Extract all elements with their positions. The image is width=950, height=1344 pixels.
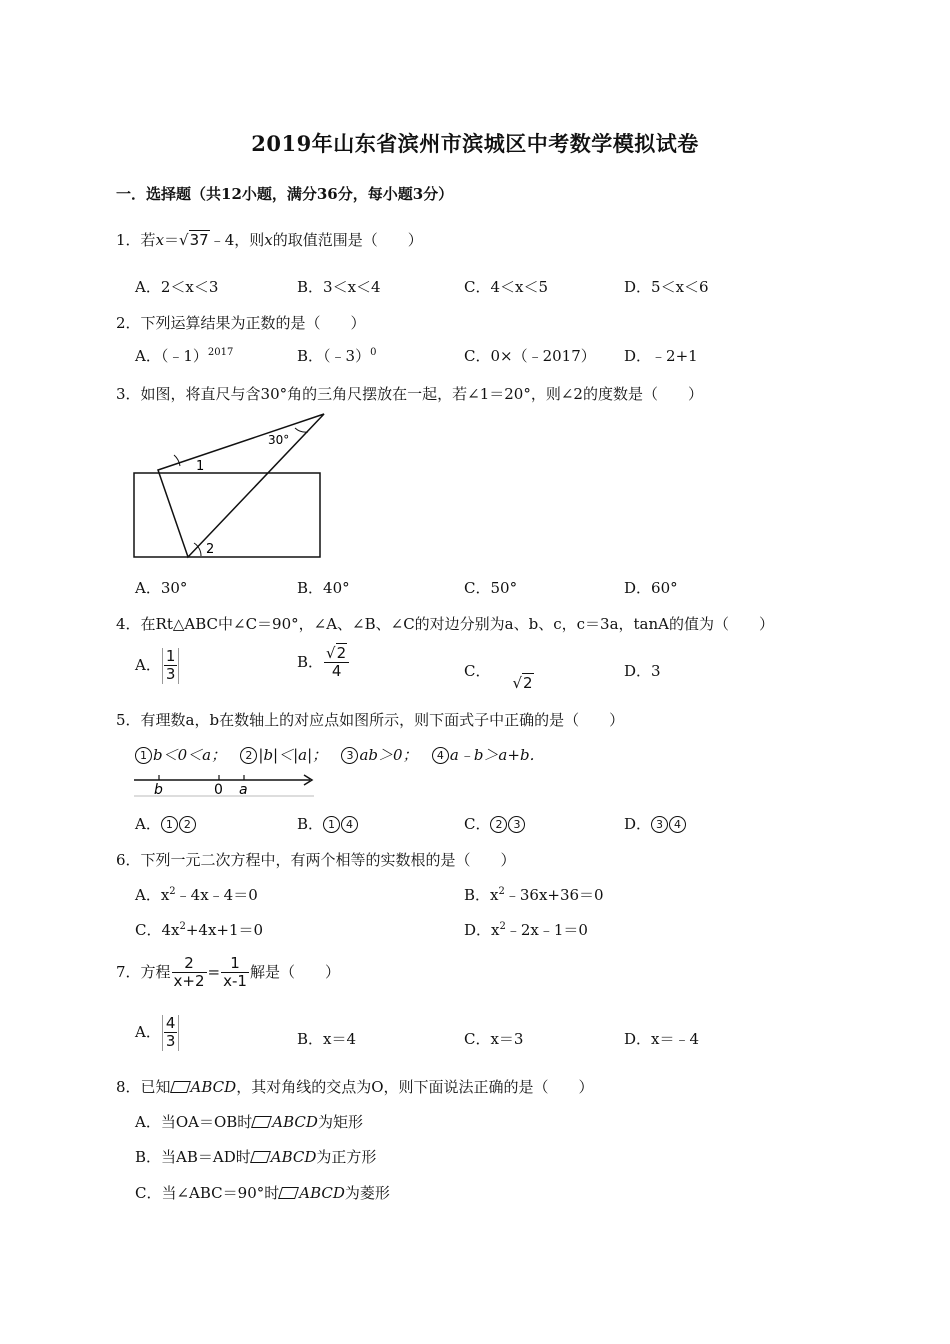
circled-number: 1 bbox=[161, 816, 178, 833]
option-label: C． bbox=[464, 815, 491, 833]
triangle bbox=[158, 414, 324, 557]
denominator: 3 bbox=[165, 1032, 176, 1051]
denominator: 3 bbox=[165, 665, 176, 684]
option-c[interactable]: C．4＜x＜5 bbox=[464, 278, 549, 296]
question-3: 3．如图，将直尺与含30°角的三角尺摆放在一起，若∠1＝20°，则∠2的度数是（ ） bbox=[116, 385, 703, 403]
q1-text: 若 bbox=[140, 231, 156, 249]
option-a[interactable]: A．2＜x＜3 bbox=[135, 278, 219, 296]
sqrt-symbol: √ bbox=[512, 674, 523, 692]
angle-1-label: 1 bbox=[196, 459, 205, 474]
circled-number: 2 bbox=[240, 747, 257, 764]
exponent: 2 bbox=[179, 921, 186, 932]
var-x: x bbox=[155, 231, 165, 249]
option-c-post: 为菱形 bbox=[344, 1184, 390, 1202]
angle-30-label: 30° bbox=[268, 433, 290, 447]
fraction bbox=[324, 645, 349, 681]
question-7 bbox=[116, 955, 340, 991]
page-title: 2019年山东省滨州市滨城区中考数学模拟试卷 bbox=[251, 131, 699, 156]
circled-number: 1 bbox=[323, 816, 340, 833]
option-label: B． bbox=[297, 652, 324, 671]
option-a-pre: A．x bbox=[135, 886, 170, 904]
option-c-pre: C．4x bbox=[135, 921, 180, 939]
option-a[interactable] bbox=[135, 1015, 180, 1051]
option-b-base: B．（﹣3） bbox=[297, 347, 371, 365]
denominator: 4 bbox=[324, 662, 349, 680]
q8-pre: 8．已知 bbox=[116, 1078, 171, 1096]
angle-30-arc bbox=[295, 428, 308, 432]
radicand: 2 bbox=[523, 674, 533, 692]
option-b[interactable]: B．40° bbox=[297, 579, 350, 597]
label-a: a bbox=[239, 782, 248, 798]
parallelogram-icon bbox=[278, 1187, 299, 1199]
numerator: 4 bbox=[165, 1014, 176, 1032]
q5-statements bbox=[135, 744, 545, 765]
q8-post: ，其对角线的交点为O，则下面说法正确的是（ ） bbox=[236, 1078, 594, 1096]
parallelogram-icon bbox=[251, 1116, 272, 1128]
question-4: 4．在Rt△ABC中∠C＝90°，∠A、∠B、∠C的对边分别为a、b、c，c＝3a，tanA的值为（ ） bbox=[116, 615, 774, 633]
option-c[interactable] bbox=[464, 660, 534, 692]
option-a[interactable] bbox=[135, 345, 233, 366]
option-b[interactable] bbox=[464, 884, 604, 905]
equals-sign: ＝ bbox=[164, 231, 180, 249]
option-b-pre: B．x bbox=[464, 886, 499, 904]
label-b: b bbox=[154, 782, 163, 798]
q7-pre: 7．方程 bbox=[116, 962, 171, 981]
fraction bbox=[162, 648, 180, 684]
option-a[interactable] bbox=[135, 813, 197, 834]
option-d-post: ﹣2x﹣1＝0 bbox=[505, 921, 588, 939]
radicand: 2 bbox=[336, 644, 347, 662]
option-b-post: ﹣36x+36＝0 bbox=[504, 886, 604, 904]
fraction bbox=[162, 1015, 180, 1051]
numerator: 1 bbox=[230, 954, 240, 972]
question-number: 1． bbox=[116, 231, 141, 249]
statement-4: a﹣b＞a+b． bbox=[449, 746, 545, 764]
option-c[interactable] bbox=[135, 919, 263, 940]
shape-name: ABCD bbox=[270, 1148, 317, 1166]
statement-3: ab＞0； bbox=[359, 746, 418, 764]
circled-number: 4 bbox=[669, 816, 686, 833]
number-line-figure bbox=[132, 770, 318, 800]
option-d-pre: D．x bbox=[464, 921, 500, 939]
exponent: 2 bbox=[499, 921, 506, 932]
fraction-right bbox=[221, 955, 249, 991]
circled-number: 1 bbox=[135, 747, 152, 764]
circled-number: 4 bbox=[341, 816, 358, 833]
option-a-post: 为矩形 bbox=[317, 1113, 363, 1131]
option-d[interactable]: D．3 bbox=[624, 662, 661, 680]
sqrt-expression bbox=[179, 231, 210, 249]
option-a[interactable] bbox=[135, 648, 180, 684]
sqrt-expression bbox=[512, 674, 533, 692]
ruler-triangle-figure bbox=[130, 410, 330, 562]
circled-number: 4 bbox=[432, 747, 449, 764]
statement-2: |b|＜|a|； bbox=[258, 746, 328, 764]
option-b[interactable]: B．3＜x＜4 bbox=[297, 278, 381, 296]
option-b-pre: B．当AB＝AD时 bbox=[135, 1148, 251, 1166]
equals-sign: = bbox=[207, 962, 221, 981]
angle-2-label: 2 bbox=[206, 542, 215, 557]
option-label: A． bbox=[135, 1022, 161, 1041]
option-label: D． bbox=[624, 815, 652, 833]
option-a-post: ﹣4x﹣4＝0 bbox=[175, 886, 258, 904]
q1-tail: ﹣4，则 bbox=[209, 231, 265, 249]
numerator bbox=[324, 645, 349, 662]
shape-name: ABCD bbox=[299, 1184, 345, 1202]
option-a[interactable] bbox=[135, 1111, 363, 1132]
option-b-post: 为正方形 bbox=[316, 1148, 377, 1166]
statement-1: b＜0＜a； bbox=[153, 746, 227, 764]
option-d[interactable]: D．5＜x＜6 bbox=[624, 278, 709, 296]
option-c[interactable] bbox=[464, 813, 526, 834]
option-label: A． bbox=[135, 815, 161, 833]
shape-name: ABCD bbox=[190, 1078, 237, 1096]
question-5: 5．有理数a，b在数轴上的对应点如图所示，则下面式子中正确的是（ ） bbox=[116, 711, 625, 729]
option-c[interactable]: C．x＝3 bbox=[464, 1030, 524, 1048]
q7-post: 解是（ ） bbox=[249, 962, 340, 981]
circled-number: 2 bbox=[179, 816, 196, 833]
option-d[interactable] bbox=[464, 919, 588, 940]
option-a-pre: A．当OA＝OB时 bbox=[135, 1113, 253, 1131]
option-c[interactable]: C．50° bbox=[464, 579, 518, 597]
option-c[interactable]: C．0×（﹣2017） bbox=[464, 347, 596, 365]
option-a[interactable] bbox=[135, 884, 258, 905]
q1-end: 的取值范围是（ ） bbox=[272, 231, 423, 249]
option-b[interactable] bbox=[297, 645, 350, 681]
exponent: 2017 bbox=[207, 347, 234, 358]
sqrt-expression bbox=[326, 645, 347, 662]
denominator: x+2 bbox=[173, 972, 205, 991]
circled-number: 3 bbox=[651, 816, 668, 833]
section-heading: 一．选择题（共12小题，满分36分，每小题3分） bbox=[116, 185, 454, 203]
option-label: B． bbox=[297, 815, 324, 833]
var-x: x bbox=[264, 231, 273, 249]
exponent: 2 bbox=[498, 886, 505, 897]
option-b[interactable] bbox=[297, 813, 359, 834]
circled-number: 2 bbox=[490, 816, 507, 833]
option-label: A． bbox=[135, 655, 161, 674]
fraction-left bbox=[172, 955, 207, 991]
option-b[interactable] bbox=[135, 1146, 376, 1167]
question-1 bbox=[116, 229, 423, 250]
option-b[interactable]: B．x＝4 bbox=[297, 1030, 357, 1048]
shape-name: ABCD bbox=[272, 1113, 318, 1131]
option-b[interactable] bbox=[297, 345, 376, 366]
denominator: x-1 bbox=[223, 972, 247, 991]
numerator: 1 bbox=[165, 647, 176, 665]
exponent: 0 bbox=[370, 347, 377, 358]
radicand: 37 bbox=[189, 231, 209, 249]
question-2: 2．下列运算结果为正数的是（ ） bbox=[116, 314, 366, 332]
question-6: 6．下列一元二次方程中，有两个相等的实数根的是（ ） bbox=[116, 851, 516, 869]
option-d[interactable]: D．﹣2+1 bbox=[624, 347, 698, 365]
exponent: 2 bbox=[169, 886, 176, 897]
option-d[interactable]: D．x＝﹣4 bbox=[624, 1030, 700, 1048]
label-0: 0 bbox=[214, 782, 223, 798]
option-d[interactable] bbox=[624, 813, 687, 834]
option-c-pre: C．当∠ABC＝90°时 bbox=[135, 1184, 280, 1202]
numerator: 2 bbox=[184, 954, 194, 972]
sqrt-symbol: √ bbox=[326, 644, 336, 662]
circled-number: 3 bbox=[341, 747, 358, 764]
option-a-base: A．（﹣1） bbox=[135, 347, 208, 365]
circled-number: 3 bbox=[508, 816, 525, 833]
parallelogram-icon bbox=[170, 1081, 191, 1093]
option-label: C． bbox=[464, 662, 491, 680]
sqrt-symbol: √ bbox=[179, 231, 189, 249]
parallelogram-icon bbox=[250, 1151, 271, 1163]
option-a[interactable]: A．30° bbox=[135, 579, 188, 597]
option-c-post: +4x+1＝0 bbox=[185, 921, 264, 939]
option-d[interactable]: D．60° bbox=[624, 579, 678, 597]
option-c[interactable] bbox=[135, 1182, 390, 1203]
question-8 bbox=[116, 1076, 594, 1097]
